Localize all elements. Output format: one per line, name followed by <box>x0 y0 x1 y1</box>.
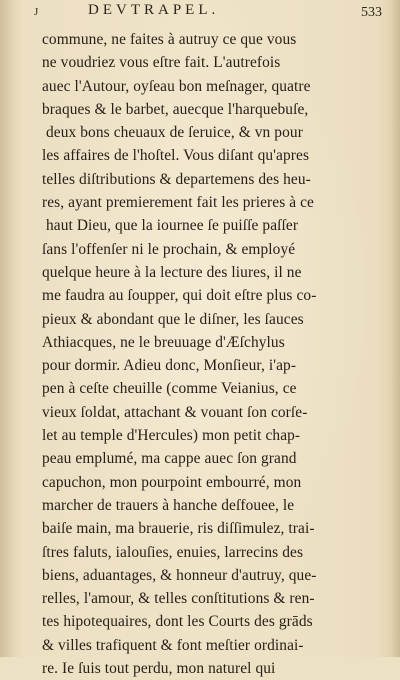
text-line: quelque heure à la lecture des liures, il ne <box>42 263 302 281</box>
text-line: ſans l'offenſer ni le prochain, & employé <box>42 240 296 258</box>
text-line: auec l'Autour, oyſeau bon meſnager, quatre <box>42 77 311 95</box>
text-line: pen à ceſte cheuille (comme Veianius, ce <box>42 380 297 398</box>
page-number: 533 <box>361 5 382 20</box>
text-line: peau emplumé, ma cappe auec ſon grand <box>42 450 297 468</box>
text-line: vieux ſoldat, attachant & vouant ſon corſe- <box>42 403 308 421</box>
text-line: let au temple d'Hercules) mon petit chap- <box>42 427 301 445</box>
text-line: les affaires de l'hoſtel. Vous diſant qu'apres <box>42 147 310 165</box>
text-line: capuchon, mon pourpoint embourré, mon <box>42 473 302 491</box>
text-line: haut Dieu, que la iournee ſe puiſſe paſſer <box>46 217 299 235</box>
text-line: & villes trafiquent & font meſtier ordinai- <box>42 636 304 654</box>
text-line: marcher de trauers à hanche deſfouee, le <box>42 496 295 514</box>
text-line: pour dormir. Adieu donc, Monſieur, i'ap- <box>42 357 297 375</box>
text-line: ſtres faluts, ialouſies, enuies, larrecins des <box>42 543 304 561</box>
page-edge-shadow-left <box>0 0 18 657</box>
text-line: relles, l'amour, & telles conſtitutions & ren- <box>42 590 315 608</box>
running-title: DEVTRAPEL. <box>88 2 220 18</box>
text-line: me faudra au ſoupper, qui doit eſtre plus co- <box>42 287 317 305</box>
text-line: braques & le barbet, auecque l'harquebuſe, <box>42 100 309 118</box>
text-line: ne voudriez vous eſtre fait. L'autrefois <box>42 54 281 72</box>
folio-mark: J <box>34 6 39 18</box>
body-text <box>42 28 392 680</box>
text-line: res, ayant premierement fait les prieres à ce <box>42 194 314 212</box>
text-line: telles diſtributions & departemens des heu- <box>42 170 311 188</box>
text-line: deux bons cheuaux de ſeruice, & vn pour <box>46 124 303 142</box>
text-line: tes hipotequaires, dont les Courts des grāds <box>42 613 313 631</box>
text-line: re. Ie ſuis tout perdu, mon naturel qui <box>42 660 276 678</box>
running-head <box>0 2 400 22</box>
text-line: commune, ne faites à autruy ce que vous <box>42 31 297 48</box>
text-line: biens, aduantages, & honneur d'autruy, que- <box>42 566 317 584</box>
text-line: baiſe main, ma brauerie, ris diſſimulez, trai- <box>42 520 315 538</box>
text-line: pieux & abondant que le diſner, les ſauces <box>42 310 304 328</box>
text-line: Athiacques, ne le breuuage d'Æſchylus <box>42 333 285 351</box>
